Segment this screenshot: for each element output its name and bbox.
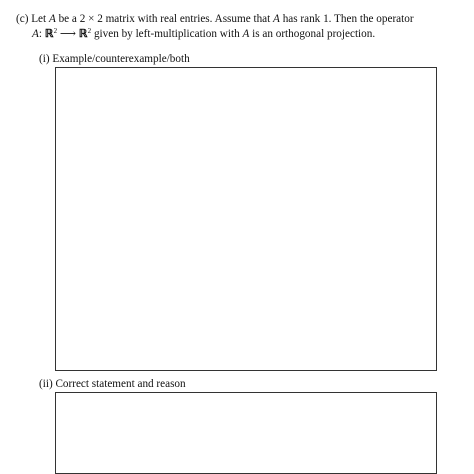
matrix-variable: A xyxy=(273,13,280,25)
part-i-label: (i) Example/counterexample/both xyxy=(39,53,190,65)
problem-text: be a 2 × 2 matrix with real entries. Assume that xyxy=(55,13,274,25)
part-ii-answer-box[interactable] xyxy=(55,392,437,474)
real-numbers-symbol: ℝ xyxy=(44,28,54,40)
problem-text: is an orthogonal projection. xyxy=(249,28,376,40)
problem-line-1 xyxy=(16,12,456,27)
problem-line-2 xyxy=(16,27,456,42)
matrix-variable: A xyxy=(32,28,39,40)
exponent: 2 xyxy=(87,27,92,35)
problem-label: (c) xyxy=(16,13,29,25)
part-ii-label: (ii) Correct statement and reason xyxy=(39,378,186,390)
problem-text: given by left-multiplication with xyxy=(91,28,243,40)
problem-statement xyxy=(16,12,456,42)
exponent: 2 xyxy=(53,27,58,35)
part-i-answer-box[interactable] xyxy=(55,67,437,371)
matrix-variable: A xyxy=(48,13,56,25)
arrow-symbol: ⟶ xyxy=(57,28,79,40)
problem-text: : xyxy=(38,28,45,40)
problem-text: has rank 1. Then the operator xyxy=(279,13,414,25)
problem-text: Let xyxy=(31,13,49,25)
matrix-variable: A xyxy=(242,28,250,40)
real-numbers-symbol: ℝ xyxy=(78,28,88,40)
